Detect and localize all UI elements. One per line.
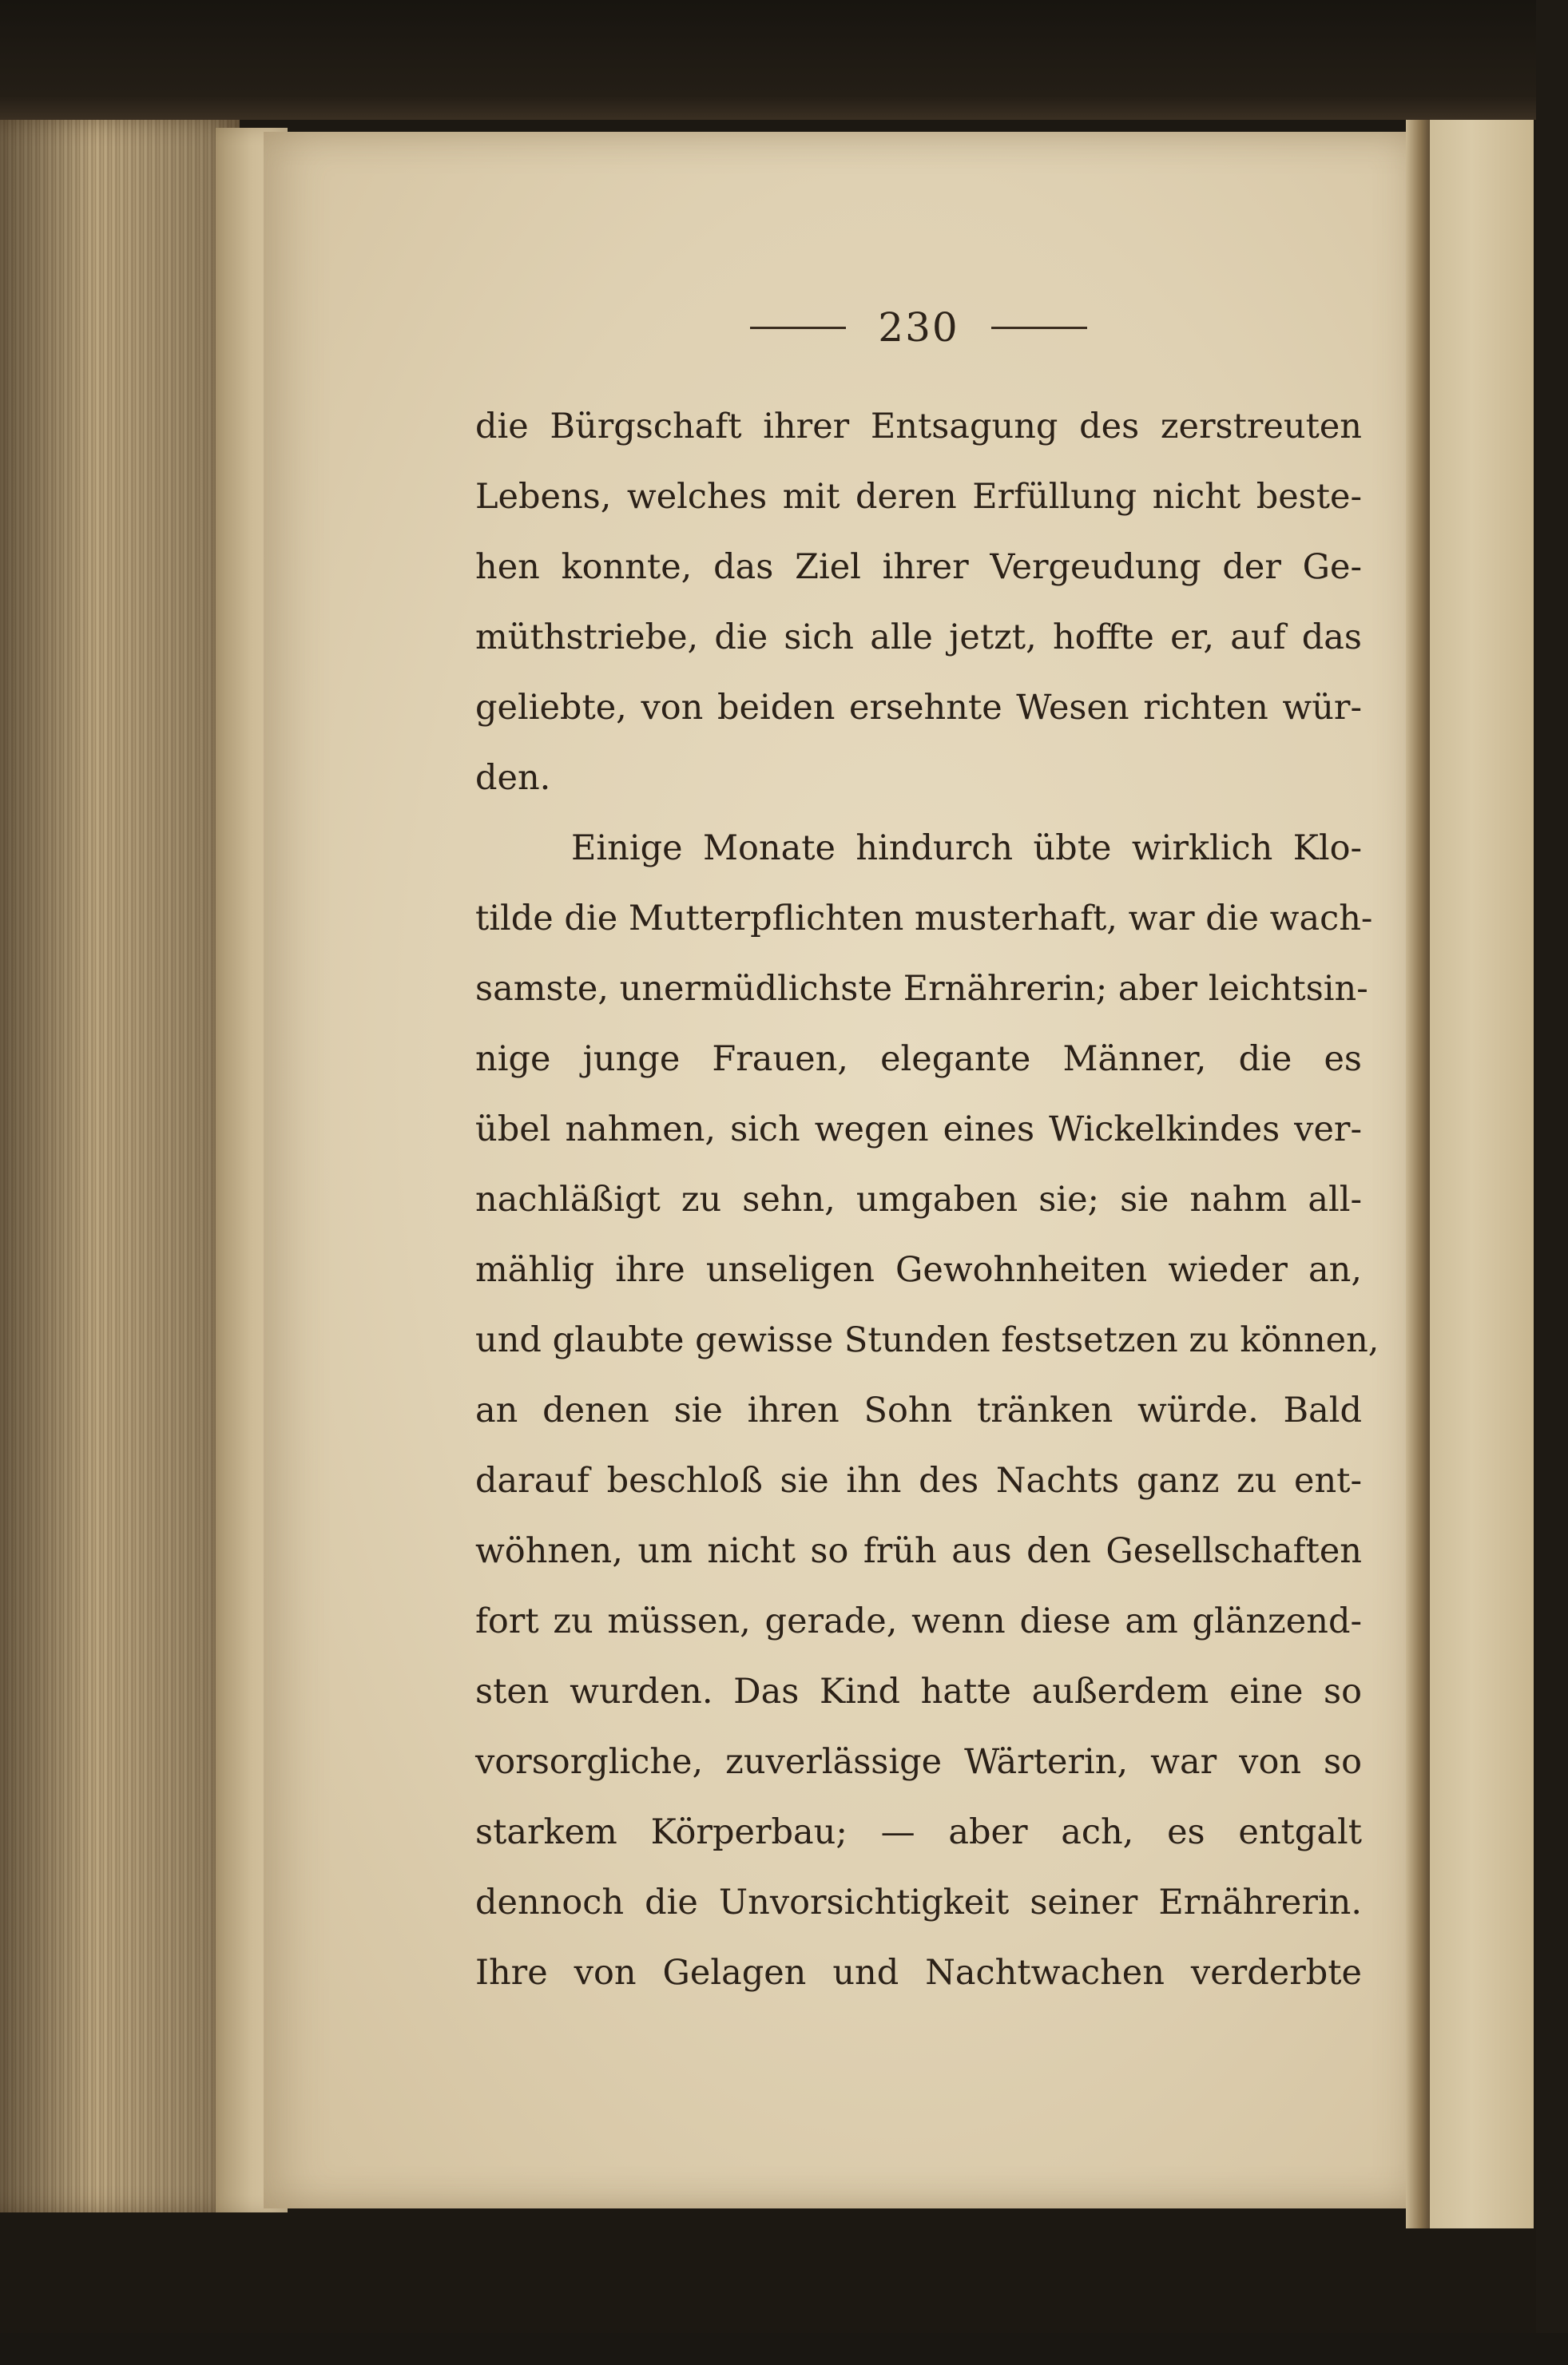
- text-line: vorsorgliche, zuverlässige Wärterin, war von so: [475, 1742, 1362, 1782]
- page-number: 230: [878, 304, 959, 351]
- page-header: [735, 304, 1102, 351]
- text-line: die Bürgschaft ihrer Entsagung des zerstreuten: [475, 407, 1362, 446]
- text-line: tilde die Mutterpflichten musterhaft, war die wach-: [475, 899, 1373, 938]
- header-rule-left: [750, 327, 846, 329]
- text-line: hen konnte, das Ziel ihrer Vergeudung der Ge-: [475, 547, 1362, 587]
- book-cover-bottom: [0, 2333, 1568, 2365]
- text-line: den.: [475, 758, 551, 798]
- text-line: an denen sie ihren Sohn tränken würde. Bald: [475, 1391, 1362, 1431]
- text-line: starkem Körperbau; — aber ach, es entgalt: [475, 1812, 1362, 1852]
- text-line: mählig ihre unseligen Gewohnheiten wieder an,: [475, 1250, 1362, 1290]
- text-line: wöhnen, um nicht so früh aus den Gesellschaften: [475, 1531, 1362, 1571]
- text-line: Lebens, welches mit deren Erfüllung nicht beste-: [475, 477, 1362, 517]
- text-line: Einige Monate hindurch übte wirklich Klo-: [571, 828, 1362, 868]
- text-line: nachläßigt zu sehn, umgaben sie; sie nahm all-: [475, 1180, 1362, 1220]
- text-line: Ihre von Gelagen und Nachtwachen verderbte: [475, 1953, 1362, 1993]
- text-line: müthstriebe, die sich alle jetzt, hoffte er, auf das: [475, 617, 1362, 657]
- header-rule-right: [991, 327, 1087, 329]
- text-line: übel nahmen, sich wegen eines Wickelkindes ver-: [475, 1109, 1362, 1149]
- book-cover-right: [1536, 0, 1568, 2365]
- text-line: und glaubte gewisse Stunden festsetzen zu können,: [475, 1320, 1379, 1360]
- text-line: dennoch die Unvorsichtigkeit seiner Ernährerin.: [475, 1883, 1362, 1923]
- text-line: fort zu müssen, gerade, wenn diese am glänzend-: [475, 1601, 1362, 1641]
- page-edges-stack: [0, 120, 240, 2212]
- text-line: sten wurden. Das Kind hatte außerdem eine so: [475, 1672, 1362, 1712]
- book-gutter: [1406, 120, 1430, 2228]
- text-line: samste, unermüdlichste Ernährerin; aber leichtsin-: [475, 969, 1368, 1009]
- book-cover-top: [0, 0, 1568, 120]
- body-text: [475, 391, 1379, 2008]
- text-line: nige junge Frauen, elegante Männer, die es: [475, 1039, 1362, 1079]
- text-line: darauf beschloß sie ihn des Nachts ganz zu ent-: [475, 1461, 1362, 1501]
- facing-page-edge: [1430, 120, 1534, 2228]
- text-line: geliebte, von beiden ersehnte Wesen richten wür-: [475, 688, 1362, 728]
